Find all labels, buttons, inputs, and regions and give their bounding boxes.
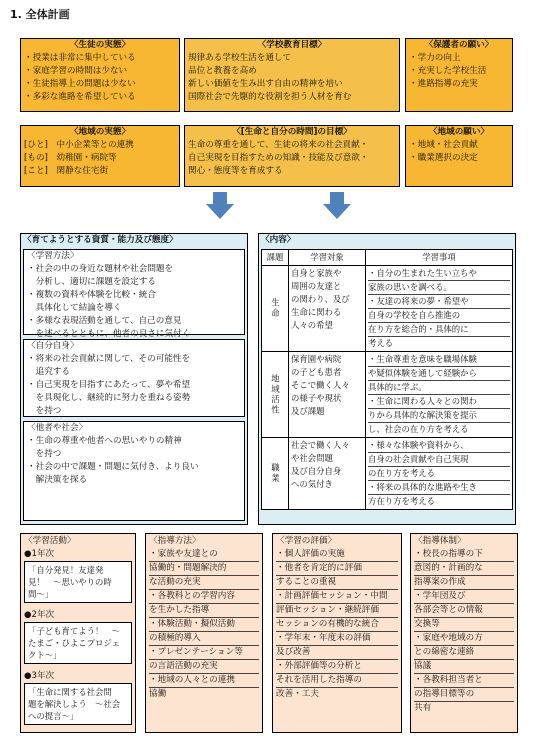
item-line: 方在り方を考える (368, 496, 435, 506)
system-line: 交換等 (414, 618, 514, 632)
evaluation-line: 改善・工夫 (276, 689, 319, 699)
evaluation-line: 評価セッション・継続評価 (276, 604, 398, 618)
guidance-line: ・地域の人々との連携 (149, 674, 259, 688)
guidance-line: ・家族や友達との (149, 548, 259, 562)
guidance-line: の言語活動の充実 (149, 660, 259, 674)
activity-line: 題を解決しよう ～社会 (28, 699, 121, 709)
item-line: や疑似体験を通して経験から (368, 367, 510, 381)
guidance-header: 〈指導方法〉 (149, 536, 201, 546)
section-line: ・社会の中の身近な題材や社会問題を (27, 264, 174, 274)
year-activity (24, 622, 132, 664)
activity-line: 「子ども育てよう！ ～ (28, 626, 121, 636)
community-wish-header: 〈地域の願い〉 (428, 127, 490, 137)
target-line: への気付き (291, 479, 333, 489)
life-goal-line: 関心・態度等を育成する (188, 166, 283, 176)
target-line: の関わり、及び (291, 294, 350, 304)
system-header: 〈指導体制〉 (414, 536, 466, 546)
community-header: 〈地域の実態〉 (69, 127, 131, 137)
year-label: ●2年次 (24, 610, 55, 620)
activity-line: 「自分発見！友達発 (28, 565, 104, 575)
school-goal-line: 規律ある学校生活を通して (188, 53, 292, 63)
down-arrow-icon (322, 192, 352, 220)
abilities-section-learning (23, 249, 245, 339)
system-line: ・各教科担当者と (414, 674, 514, 688)
guidance-line: を生かした指導 (149, 604, 259, 618)
students-box (20, 38, 180, 112)
table-row (262, 352, 513, 438)
item-line: 家族の思いを調べる。 (368, 281, 510, 295)
target-line: 社会で働く人々 (291, 440, 350, 450)
evaluation-line: それを活用した指導の (276, 674, 398, 688)
school-goal-line: 新しい価値を生み出す自由の精神を培い (188, 79, 343, 89)
school-goal-line: 国際社会で先駆的な役割を担う人材を育む (188, 92, 352, 102)
year-label: ●3年次 (24, 671, 55, 681)
abilities-header: 〈育てようとする資質・能力及び態度〉 (23, 235, 178, 245)
item-line: ・様々な体験や資料から、 (368, 439, 510, 453)
content-box (258, 233, 516, 525)
section-line: ・自己実現を目指すにあたって、夢や希望 (27, 380, 191, 390)
system-line: ・家庭や地域の方 (414, 632, 514, 646)
target-line: の子ども患者 (291, 367, 342, 377)
students-line: ・多彩な進路を希望している (24, 92, 136, 102)
activities-header: 〈学習活動〉 (24, 536, 76, 546)
system-line: 各部会等との情報 (414, 604, 514, 618)
school-goal-box (184, 38, 400, 112)
system-box (410, 533, 518, 733)
items-cell (366, 266, 513, 352)
column-header: 課題 (262, 250, 289, 266)
table-row (262, 266, 513, 352)
students-header: 〈生徒の実態〉 (69, 40, 131, 50)
items-cell (366, 438, 513, 510)
column-header: 学習対象 (289, 250, 366, 266)
students-line: ・家庭学習の時間は少ない (24, 66, 128, 76)
item-line: 自身の社会貢献や自己実現 (368, 453, 510, 467)
target-line: 人々の希望 (291, 320, 333, 330)
section-title: 〈他者や社会〉 (27, 423, 88, 433)
section-title: 〈自分自身〉 (27, 341, 79, 351)
school-goal-header: 〈学校教育目標〉 (257, 40, 327, 50)
school-goal-line: 品位と教養を高め (188, 66, 257, 76)
year-activity (24, 561, 132, 603)
guidance-box (145, 533, 263, 733)
life-goal-box (184, 125, 400, 187)
evaluation-line: することの重視 (276, 576, 398, 590)
activity-line: クト～」 (28, 650, 62, 660)
target-cell (289, 266, 366, 352)
community-wish-box (405, 125, 513, 187)
abilities-section-self (23, 339, 245, 417)
guidance-line: ・各教科との学習内容 (149, 590, 259, 604)
activity-line: たまご・ひよこプロジェ (28, 638, 120, 648)
guidance-line: ・体験活動・擬似活動 (149, 618, 259, 632)
evaluation-line: セッションの有機的な統合 (276, 618, 398, 632)
section-line: ・生命の尊重や他者への思いやりの精神 (27, 436, 182, 446)
system-line: 意図的・計画的な (414, 562, 514, 576)
item-line: 自身の学校を自ら推進の (368, 309, 510, 323)
students-lines (21, 52, 179, 104)
target-line: の様子や現状 (291, 393, 342, 403)
life-goal-header: 〈[生命と自分の時間]の目標〉 (232, 127, 352, 137)
item-line: ・将来の具体的な進路や生き (368, 481, 510, 495)
section-line: ・社会の中で課題・問題に気付き、より良い (27, 462, 199, 472)
students-line: ・授業は非常に集中している (24, 53, 136, 63)
target-line: 及び自分自身 (291, 466, 342, 476)
item-line: し、社会の在り方を考える (368, 424, 469, 434)
section-line: を具現化し、継続的に努力を重ねる姿勢 (27, 393, 191, 403)
students-line: ・生徒指導上の問題は少ない (24, 79, 136, 89)
community-line: [ひと] 中小企業等との連携 (24, 140, 134, 150)
parents-line: ・進路指導の充実 (409, 79, 478, 89)
community-line: [もの] 幼稚園・病院等 (24, 153, 117, 163)
system-line: ・校長の指導の下 (414, 548, 514, 562)
section-line: を持つ (27, 406, 62, 416)
target-cell (289, 438, 366, 510)
year-label: ●1年次 (24, 549, 55, 559)
evaluation-box (272, 533, 402, 733)
item-line: 考える (368, 338, 394, 348)
evaluation-line: 及び改善 (276, 646, 398, 660)
guidance-line: 協働的・問題解決的 (149, 562, 259, 576)
item-line: ・友達の将来の夢・希望や (368, 295, 510, 309)
target-cell (289, 352, 366, 438)
section-line: ・複数の資料や体験を比較・統合 (27, 290, 156, 300)
evaluation-line: ・学年末・年度末の評価 (276, 632, 398, 646)
item-line: ・生命に関わる人々との関わ (368, 395, 510, 409)
guidance-line: の積極的導入 (149, 632, 259, 646)
year-activity (24, 683, 132, 725)
section-line: 具体化して結論を導く (27, 303, 122, 313)
target-line: 及び課題 (291, 406, 325, 416)
community-line: [こと] 閑静な住宅街 (24, 166, 109, 176)
life-goal-line: 生命の尊重を通して、生徒の将来の社会貢献・ (188, 140, 369, 150)
system-line: ・学年団及び (414, 590, 514, 604)
evaluation-line: ・個人評価の実施 (276, 548, 398, 562)
activity-line: 「生命に関する社会問 (28, 687, 112, 697)
topic-cell: 生命 (262, 266, 289, 352)
item-line: りから具体的な解決策を提示 (368, 409, 510, 423)
section-line: 解決策を探る (27, 475, 88, 485)
topic-cell: 地域活性 (262, 352, 289, 438)
system-line: 指導案の作成 (414, 576, 514, 590)
system-line: の指導目標等の (414, 688, 514, 702)
item-line: 在り方を総合的・具体的に (368, 323, 510, 337)
activity-line: 間～」 (28, 589, 54, 599)
parents-box (405, 38, 513, 112)
page-title: 1. 全体計画 (10, 8, 70, 21)
community-wish-line: ・地域・社会貢献 (409, 140, 478, 150)
items-cell (366, 352, 513, 438)
content-header: 〈内容〉 (261, 235, 296, 245)
evaluation-line: ・外部評価等の分析と (276, 660, 398, 674)
section-title: 〈学習方法〉 (27, 251, 79, 261)
parents-header: 〈保護者の願い〉 (424, 40, 494, 50)
activities-box (20, 533, 136, 733)
guidance-line: 協働 (149, 689, 167, 699)
section-line: ・将来の社会貢献に関して、その可能性を (27, 354, 191, 364)
column-header: 学習事項 (366, 250, 513, 266)
abilities-section-others (23, 421, 245, 521)
down-arrow-icon (205, 192, 235, 220)
life-goal-line: 自己実現を目指すための知識・技能及び意欲・ (188, 153, 369, 163)
item-line: の在り方を考える (368, 467, 510, 481)
section-line: 追究する (27, 367, 70, 377)
section-line: 分析し、適切に課題を設定する (27, 277, 156, 287)
activity-line: への提言～」 (28, 711, 79, 721)
parents-line: ・充実した学校生活 (409, 66, 487, 76)
evaluation-line: ・他者を肯定的に評価 (276, 562, 398, 576)
community-box (20, 125, 180, 187)
content-table (261, 249, 513, 510)
section-line: ・多様な表現活動を通して、自己の意見 (27, 316, 182, 326)
table-header-row (262, 250, 513, 266)
item-line: ・自分の生まれた生い立ちや (368, 267, 510, 281)
target-line: 生命に関わる (291, 307, 342, 317)
table-row (262, 438, 513, 510)
evaluation-line: ・計画評価セッション・中間 (276, 590, 398, 604)
system-line: 共有 (414, 703, 432, 713)
abilities-box (20, 233, 248, 525)
guidance-line: な活動の充実 (149, 576, 259, 590)
community-wish-line: ・職業選択の決定 (409, 153, 478, 163)
guidance-line: ・プレゼンテーション等 (149, 646, 259, 660)
target-line: 保育園や病院 (291, 354, 342, 364)
item-line: ・生命尊重を意味を職場体験 (368, 353, 510, 367)
parents-line: ・学力の向上 (409, 53, 461, 63)
topic-cell: 職業 (262, 438, 289, 510)
evaluation-header: 〈学習の評価〉 (276, 536, 337, 546)
system-line: との綿密な連絡 (414, 646, 514, 660)
section-line: を述べるとともに、他者の良さに気付く (27, 329, 191, 339)
target-line: 自身と家族や (291, 268, 342, 278)
target-line: 周囲の友達と (291, 281, 342, 291)
item-line: 具体的に学ぶ。 (368, 381, 510, 395)
activity-line: 見！ ～思いやりの時 (28, 577, 112, 587)
target-line: そこで働く人々 (291, 380, 350, 390)
target-line: や社会問題 (291, 453, 333, 463)
section-line: を持つ (27, 449, 62, 459)
system-line: 協議 (414, 660, 514, 674)
